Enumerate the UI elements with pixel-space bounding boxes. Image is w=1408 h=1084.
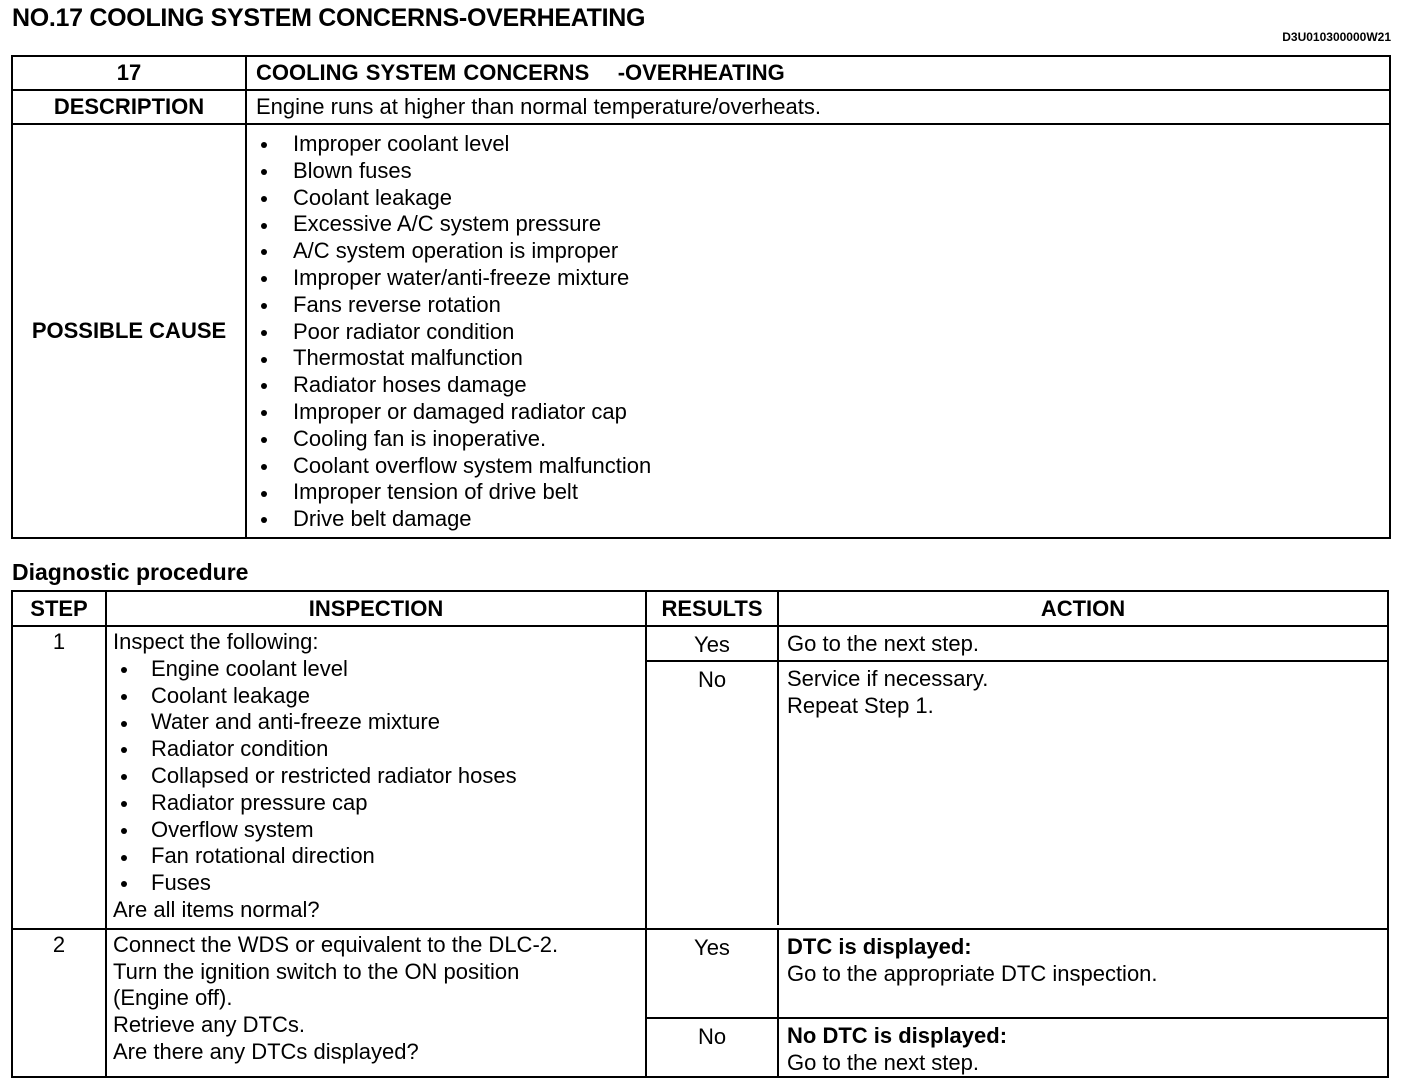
- inspection-item: Collapsed or restricted radiator hoses: [121, 763, 645, 790]
- bullet-icon: [261, 131, 293, 158]
- result-yes: Yes: [647, 930, 778, 1018]
- possible-cause-label: POSSIBLE CAUSE: [12, 124, 246, 538]
- column-header-inspection: INSPECTION: [106, 591, 646, 626]
- inspection-item: Engine coolant level: [121, 656, 645, 683]
- action-no-heading: No DTC is displayed:: [787, 1022, 1008, 1048]
- concern-summary-table: [11, 55, 1391, 539]
- action-no: [778, 1018, 1387, 1077]
- bullet-icon: [261, 185, 293, 212]
- column-header-step: STEP: [12, 591, 106, 626]
- cause-item: Drive belt damage: [261, 506, 1389, 533]
- inspection-line: Turn the ignition switch to the ON position: [113, 958, 520, 984]
- section-title: Diagnostic procedure: [12, 559, 249, 585]
- bullet-icon: [261, 292, 293, 319]
- action-no-line: Repeat Step 1.: [787, 692, 934, 718]
- page-title: NO.17 COOLING SYSTEM CONCERNS-OVERHEATING: [12, 4, 646, 32]
- cause-item: Coolant overflow system malfunction: [261, 453, 1389, 480]
- inspection-line: Connect the WDS or equivalent to the DLC-2.: [113, 931, 559, 957]
- procedure-header-row: [12, 591, 1388, 626]
- action-no-text: Go to the next step.: [787, 1049, 980, 1075]
- step-row: [12, 929, 1388, 1078]
- bullet-icon: [261, 265, 293, 292]
- possible-cause-cell: [246, 124, 1390, 538]
- bullet-icon: [121, 709, 151, 736]
- step-number: 2: [12, 929, 106, 1078]
- result-no-row: [647, 1018, 1387, 1077]
- results-actions-grid: [647, 930, 1387, 1077]
- bullet-icon: [261, 211, 293, 238]
- column-header-results: RESULTS: [646, 591, 778, 626]
- inspection-item: Water and anti-freeze mixture: [121, 709, 645, 736]
- bullet-icon: [121, 817, 151, 844]
- description-label: DESCRIPTION: [12, 90, 246, 124]
- cause-item: Fans reverse rotation: [261, 292, 1389, 319]
- inspection-item: Radiator pressure cap: [121, 790, 645, 817]
- action-no-line: Service if necessary.: [787, 666, 989, 691]
- step-number: 1: [12, 626, 106, 929]
- bullet-icon: [261, 372, 293, 399]
- inspection-question: Are all items normal?: [113, 896, 320, 922]
- concern-heading: COOLING SYSTEM CONCERNS -OVERHEATING: [246, 56, 1390, 90]
- action-yes-heading: DTC is displayed:: [787, 933, 972, 959]
- cause-item: Poor radiator condition: [261, 319, 1389, 346]
- inspection-line: Retrieve any DTCs.: [113, 1012, 305, 1038]
- result-no: No: [647, 1018, 778, 1077]
- result-no: No: [647, 661, 778, 925]
- action-no: [778, 661, 1387, 925]
- result-yes-row: [647, 930, 1387, 1018]
- cause-item: Cooling fan is inoperative.: [261, 426, 1389, 453]
- inspection-cell: [106, 929, 646, 1078]
- inspection-item: Coolant leakage: [121, 683, 645, 710]
- bullet-icon: [121, 870, 151, 897]
- bullet-icon: [261, 345, 293, 372]
- action-yes-text: Go to the appropriate DTC inspection.: [787, 960, 1158, 986]
- cause-item: Coolant leakage: [261, 185, 1389, 212]
- bullet-icon: [121, 736, 151, 763]
- step-row: [12, 626, 1388, 929]
- inspection-item: Fuses: [121, 870, 645, 897]
- inspection-line: (Engine off).: [113, 985, 233, 1011]
- cause-item: Excessive A/C system pressure: [261, 211, 1389, 238]
- cause-item: Thermostat malfunction: [261, 345, 1389, 372]
- cause-item: A/C system operation is improper: [261, 238, 1389, 265]
- cause-item: Improper water/anti-freeze mixture: [261, 265, 1389, 292]
- results-actions-cell: [646, 929, 1388, 1078]
- bullet-icon: [261, 319, 293, 346]
- inspection-item: Radiator condition: [121, 736, 645, 763]
- result-yes-row: [647, 627, 1387, 661]
- bullet-icon: [261, 426, 293, 453]
- summary-header-row: [12, 56, 1390, 90]
- description-row: [12, 90, 1390, 124]
- bullet-icon: [121, 843, 151, 870]
- diagnostic-procedure-table: [11, 590, 1389, 1078]
- inspection-item: Fan rotational direction: [121, 843, 645, 870]
- action-yes: [778, 930, 1387, 1018]
- bullet-icon: [261, 479, 293, 506]
- inspection-item: Overflow system: [121, 817, 645, 844]
- inspection-list: [113, 656, 645, 897]
- bullet-icon: [121, 683, 151, 710]
- inspection-question: Are there any DTCs displayed?: [113, 1038, 419, 1064]
- cause-item: Radiator hoses damage: [261, 372, 1389, 399]
- inspection-cell: [106, 626, 646, 929]
- description-text: Engine runs at higher than normal temperature/overheats.: [246, 90, 1390, 124]
- document-code: D3U010300000W21: [1282, 30, 1391, 44]
- bullet-icon: [261, 399, 293, 426]
- cause-item: Improper or damaged radiator cap: [261, 399, 1389, 426]
- bullet-icon: [261, 506, 293, 533]
- result-yes: Yes: [647, 627, 778, 661]
- results-actions-cell: [646, 626, 1388, 929]
- concern-number: 17: [12, 56, 246, 90]
- bullet-icon: [121, 763, 151, 790]
- action-yes: Go to the next step.: [778, 627, 1387, 661]
- result-no-row: [647, 661, 1387, 925]
- cause-item: Improper coolant level: [261, 131, 1389, 158]
- results-actions-grid: [647, 627, 1387, 925]
- bullet-icon: [261, 453, 293, 480]
- inspection-intro: Inspect the following:: [113, 629, 319, 654]
- bullet-icon: [261, 158, 293, 185]
- bullet-icon: [121, 656, 151, 683]
- possible-cause-list: [247, 125, 1389, 537]
- bullet-icon: [121, 790, 151, 817]
- cause-item: Blown fuses: [261, 158, 1389, 185]
- cause-item: Improper tension of drive belt: [261, 479, 1389, 506]
- column-header-action: ACTION: [778, 591, 1388, 626]
- bullet-icon: [261, 238, 293, 265]
- possible-cause-row: [12, 124, 1390, 538]
